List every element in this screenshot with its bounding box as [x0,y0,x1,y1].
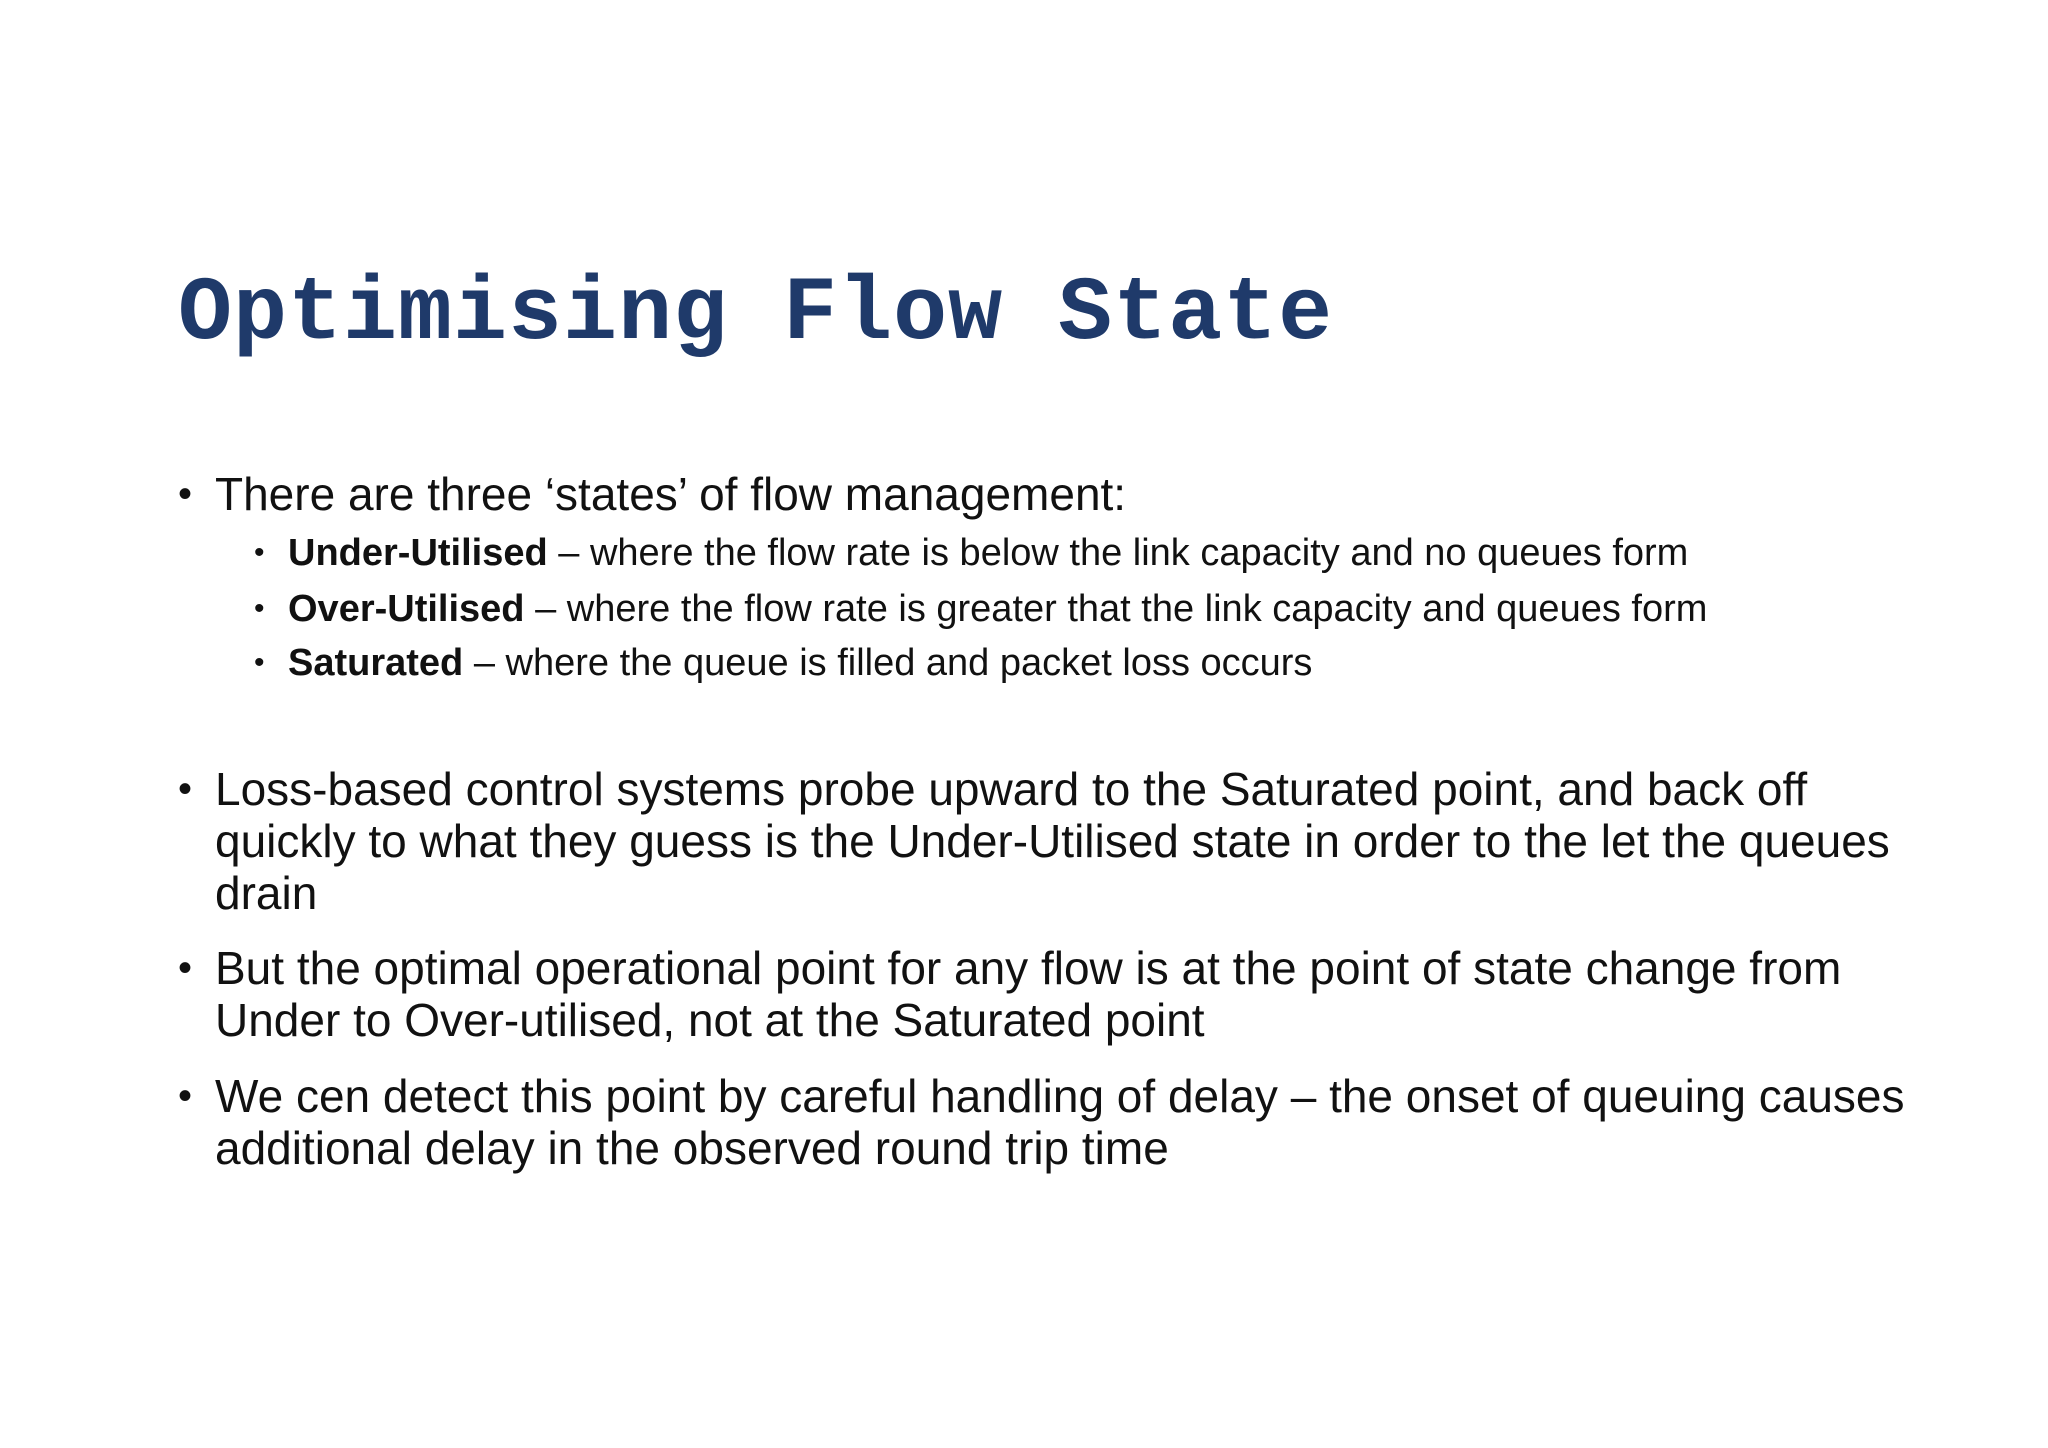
slide-title: Optimising Flow State [178,264,1334,366]
bullet-item [178,1070,1955,1174]
bullet-item [178,468,1955,520]
sub-bullet-text [288,585,1707,633]
bullet-item [178,942,1955,1046]
sub-bullet-dot: • [254,536,265,569]
bullet-dot: • [178,767,193,811]
term-saturated: Saturated [288,642,464,684]
bullet-dot: • [178,472,193,516]
sub-bullet-item [254,639,1312,687]
bullet-text: But the optimal operational point for any flow is at the point of state change from Under to Over-utilised, not at the Saturated point [215,942,1842,1046]
bullet-text: There are three ‘states’ of flow management: [215,468,1127,520]
sub-bullet-dot: • [254,646,265,679]
bullet-item [178,763,1955,919]
sub-bullet-item [254,529,1688,577]
term-under-utilised: Under-Utilised [288,532,548,574]
bullet-text: Loss-based control systems probe upward to the Saturated point, and back off quickly to what they guess is the Under-Utilised state in order to the let the queues drain [215,763,1890,919]
bullet-dot: • [178,946,193,990]
term-description: – where the flow rate is below the link capacity and no queues form [547,532,1689,574]
sub-bullet-text [288,529,1688,577]
bullet-text: We cen detect this point by careful handling of delay – the onset of queuing causes additional delay in the observed round trip time [215,1070,1905,1174]
term-description: – where the flow rate is greater that the link capacity and queues form [524,588,1708,630]
term-description: – where the queue is filled and packet loss occurs [463,642,1313,684]
bullet-dot: • [178,1074,193,1118]
term-over-utilised: Over-Utilised [288,588,525,630]
sub-bullet-text [288,639,1312,687]
sub-bullet-dot: • [254,592,265,625]
sub-bullet-item [254,585,1707,633]
